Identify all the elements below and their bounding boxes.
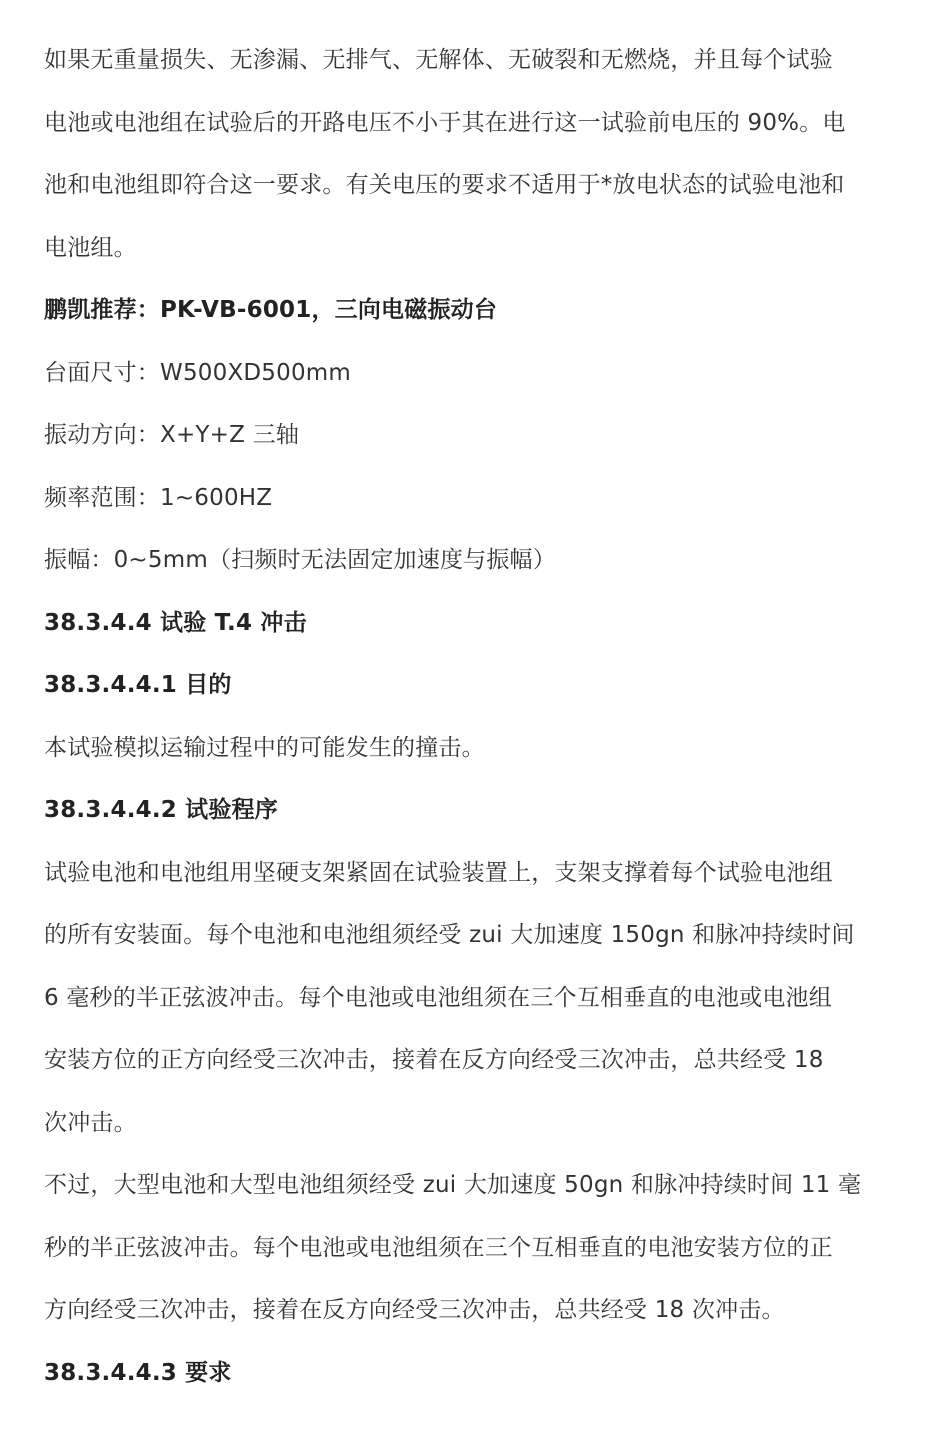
section-heading-requirement: 38.3.4.4.3 要求: [44, 1359, 232, 1386]
paragraph-line: 电池组。: [44, 234, 137, 261]
document-body: [44, 0, 891, 1404]
section-heading-purpose: 38.3.4.4.1 目的: [44, 672, 232, 698]
recommendation-heading: 鹏凯推荐：PK-VB-6001，三向电磁振动台: [44, 297, 498, 323]
spec-amplitude: 振幅：0~5mm（扫频时无法固定加速度与振幅）: [44, 547, 556, 573]
paragraph-line: 安装方位的正方向经受三次冲击，接着在反方向经受三次冲击，总共经受 18: [44, 1047, 824, 1073]
spec-vibration-direction: 振动方向：X+Y+Z 三轴: [44, 422, 300, 448]
spec-frequency-range: 频率范围：1~600HZ: [44, 484, 273, 511]
section-heading-t4: 38.3.4.4 试验 T.4 冲击: [44, 609, 307, 636]
section-heading-procedure: 38.3.4.4.2 试验程序: [44, 797, 278, 823]
spec-table-size: 台面尺寸：W500XD500mm: [44, 359, 352, 386]
paragraph-line: 秒的半正弦波冲击。每个电池或电池组须在三个互相垂直的电池安装方位的正: [44, 1234, 833, 1261]
procedure-paragraph: [44, 842, 891, 1155]
large-battery-paragraph: [44, 1154, 891, 1342]
paragraph-line: 6 毫秒的半正弦波冲击。每个电池或电池组须在三个互相垂直的电池或电池组: [44, 984, 832, 1011]
paragraph-line: 试验电池和电池组用坚硬支架紧固在试验装置上，支架支撑着每个试验电池组: [44, 859, 833, 886]
paragraph-line: 如果无重量损失、无渗漏、无排气、无解体、无破裂和无燃烧，并且每个试验: [44, 47, 833, 73]
purpose-text: 本试验模拟运输过程中的可能发生的撞击。: [44, 734, 485, 761]
paragraph-line: 的所有安装面。每个电池和电池组须经受 zui 大加速度 150gn 和脉冲持续时间: [44, 922, 855, 948]
requirement-paragraph: [44, 29, 891, 279]
paragraph-line: 电池或电池组在试验后的开路电压不小于其在进行这一试验前电压的 90%。电: [44, 109, 846, 136]
paragraph-line: 次冲击。: [44, 1109, 137, 1136]
paragraph-line: 池和电池组即符合这一要求。有关电压的要求不适用于*放电状态的试验电池和: [44, 172, 845, 198]
paragraph-line: 方向经受三次冲击，接着在反方向经受三次冲击，总共经受 18 次冲击。: [44, 1297, 785, 1323]
paragraph-line: 不过，大型电池和大型电池组须经受 zui 大加速度 50gn 和脉冲持续时间 11 毫: [44, 1172, 862, 1198]
